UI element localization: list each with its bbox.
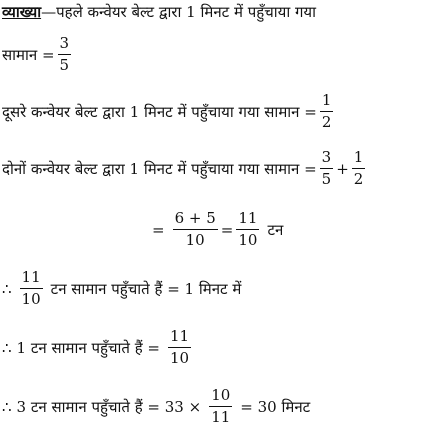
numerator: 1: [353, 148, 364, 166]
denominator: 5: [59, 56, 70, 74]
equals-sign: =: [220, 220, 234, 239]
denominator: 11: [211, 408, 231, 426]
line-7-text: 1 टन सामान पहुँचाते हैं =: [16, 338, 160, 357]
therefore-symbol: ∴: [2, 338, 12, 357]
fraction-1-2: [352, 150, 366, 187]
numerator: 11: [170, 327, 190, 345]
numerator: 1: [321, 91, 332, 109]
line-3-text: दूसरे कन्वेयर बेल्ट द्वारा 1 मिनट में पहुँचाया गया सामान =: [2, 102, 317, 121]
line-1-text: पहले कन्वेयर बेल्ट द्वारा 1 मिनट में पहुँचाया गया: [56, 3, 317, 21]
fraction-10-11: [209, 388, 232, 425]
fraction-1-2: [320, 93, 334, 130]
unit-ton: टन: [267, 220, 284, 239]
heading-dash: —: [41, 3, 57, 21]
denominator: 2: [353, 170, 364, 188]
denominator: 10: [238, 231, 258, 249]
denominator: 10: [170, 349, 190, 367]
line-8: [2, 388, 310, 425]
denominator: 10: [185, 231, 205, 249]
line-5: [152, 211, 283, 248]
fraction-3-5: [58, 36, 72, 73]
line-1: [2, 2, 316, 22]
numerator: 10: [211, 386, 231, 404]
therefore-symbol: ∴: [2, 279, 12, 298]
line-7: [2, 329, 194, 366]
numerator: 11: [238, 209, 258, 227]
numerator: 11: [21, 268, 41, 286]
solution-heading: व्याख्या: [2, 3, 42, 21]
denominator: 10: [21, 290, 41, 308]
fraction-11-10: [236, 211, 259, 248]
fraction-3-5: [320, 150, 334, 187]
line-4: [2, 150, 368, 187]
plus-sign: +: [336, 159, 349, 178]
line-4-text: दोनों कन्वेयर बेल्ट द्वारा 1 मिनट में पहुँचाया गया सामान =: [2, 159, 317, 178]
fraction-11-10: [20, 270, 43, 307]
denominator: 5: [321, 170, 332, 188]
line-2-text: सामान =: [2, 45, 55, 64]
line-3: [2, 93, 336, 130]
line-6-text: टन सामान पहुँचाते हैं = 1 मिनट में: [50, 279, 242, 298]
line-8-result: = 30 मिनट: [240, 397, 311, 416]
equals-sign: =: [152, 220, 165, 239]
numerator: 6 + 5: [174, 209, 216, 227]
fraction-sum: [173, 211, 218, 248]
line-8-text: 3 टन सामान पहुँचाते हैं = 33 ×: [16, 397, 202, 416]
denominator: 2: [321, 113, 332, 131]
fraction-11-10: [168, 329, 191, 366]
line-2: [2, 36, 74, 73]
line-6: [2, 270, 241, 307]
numerator: 3: [321, 148, 332, 166]
therefore-symbol: ∴: [2, 397, 12, 416]
numerator: 3: [59, 34, 70, 52]
